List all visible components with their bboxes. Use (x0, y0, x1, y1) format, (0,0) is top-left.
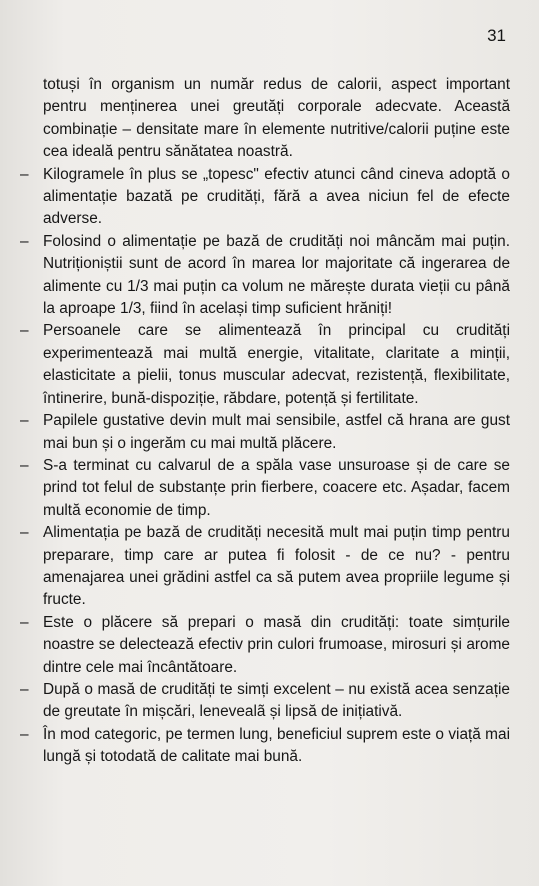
bullet-text: În mod categoric, pe termen lung, beneficiul suprem este o viață mai lungă și totodată de calitate mai bună. (43, 725, 510, 766)
bullet-item (20, 612, 510, 679)
bullet-item (20, 231, 510, 321)
bullet-text: Alimentația pe bază de crudități necesită mult mai puțin timp pentru preparare, timp care ar putea fi folosit - de ce nu? - pentru amenajarea unei grădini astfel ca să putem avea propriile legume și fructe. (43, 524, 510, 609)
bullet-item (20, 455, 510, 522)
bullet-text: Persoanele care se alimentează în principal cu crudități experimentează mai multă energie, vitalitate, claritate a minții, elasticitate a pielii, tonus muscular adecvat, rezistență, flexibilitate, întinerire, bună-dispoziție, răbdare, potență și fertilitate. (43, 322, 510, 407)
bullet-item (20, 679, 510, 724)
bullet-dash: – (20, 524, 29, 542)
page-number: 31 (487, 26, 506, 45)
bullet-item (20, 410, 510, 455)
bullet-text: Kilogramele în plus se „topesc" efectiv atunci când cineva adoptă o alimentație bazată pe crudități, fără a avea niciun fel de efecte adverse. (43, 165, 510, 228)
bullet-item (20, 522, 510, 612)
continuation-paragraph: totuși în organism un număr redus de calorii, aspect important pentru menținerea unei greutăți corporale adecvate. Această combinație – densitate mare în elemente nutritive/calorii puține este cea ideală pentru sănătatea noastră. (43, 76, 510, 161)
bullet-text: Papilele gustative devin mult mai sensibile, astfel că hrana are gust mai bun și o ingerăm cu mai multă plăcere. (43, 412, 510, 452)
bullet-text: S-a terminat cu calvarul de a spăla vase unsuroase și de care se prind tot felul de substanțe prin fierbere, coacere etc. Așadar, facem multă economie de timp. (43, 456, 510, 519)
bullet-text: După o masă de crudități te simți excelent – nu există acea senzație de greutate în mișcări, lenevealã și lipsă de inițiativă. (43, 680, 510, 721)
bullet-item (20, 724, 510, 769)
bullet-item (20, 164, 510, 231)
bullet-dash: – (20, 613, 29, 631)
bullet-dash: – (20, 412, 29, 430)
bullet-dash: – (20, 322, 29, 340)
bullet-dash: – (20, 165, 29, 183)
bullet-dash: – (20, 680, 29, 698)
bullet-dash: – (20, 456, 29, 474)
bullet-text: Este o plăcere să prepari o masă din crudități: toate simțurile noastre se delectează efectiv prin culori frumoase, mirosuri și arome dintre cele mai încântătoare. (43, 613, 510, 676)
bullet-text: Folosind o alimentație pe bază de crudități noi mâncăm mai puțin. Nutriționiștii sunt de acord în marea lor majoritate că ingerarea de alimente cu 1/3 mai puțin ca volum ne mărește durata vieții cu până la aproape 1/3, fiind în același timp suficient hrăniți! (43, 232, 510, 318)
bullet-dash: – (20, 232, 29, 250)
bullet-item (20, 320, 510, 410)
bullet-dash: – (20, 725, 29, 743)
body-text (20, 74, 510, 769)
